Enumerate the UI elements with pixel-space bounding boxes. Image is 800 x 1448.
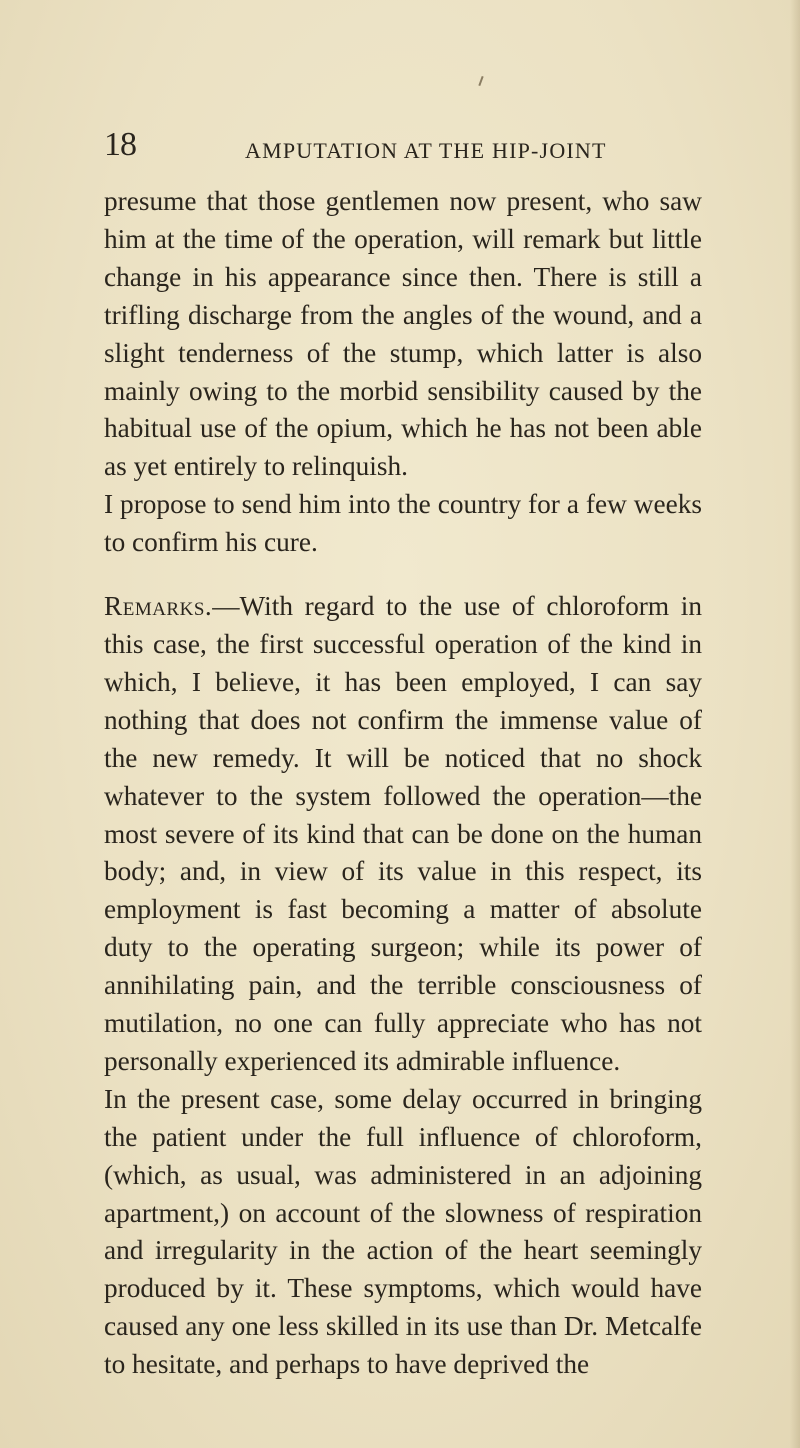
paragraph-spacer	[104, 562, 702, 588]
paragraph-4: In the present case, some delay occurred in bringing the patient under the full influence of chloroform, (which, as usual, was administered in an adjoining apartment,) on account of the slowness of respiration and irregularity in the action of the heart seemingly produced by it. These symptoms, which would have caused any one less skilled in its use than Dr. Metcalfe to hesitate, and perhaps to have deprived the	[104, 1083, 702, 1380]
paragraph-3	[104, 588, 702, 1081]
page-number: 18	[104, 126, 136, 163]
paragraph-3-text: —With regard to the use of chloroform in this case, the first successful operation of the kind in which, I believe, it has been employed, I can say nothing that does not confirm the immense value of the new remedy. It will be noticed that no shock whatever to the system followed the operation—the most severe of its kind that can be done on the human body; and, in view of its value in this respect, its employment is fast becoming a matter of absolute duty to the operating surgeon; while its power of annihilating pain, and the terrible consciousness of mutilation, no one can fully appreciate who has not personally experienced its admirable influence.	[104, 591, 702, 1076]
running-head: AMPUTATION AT THE HIP-JOINT	[245, 138, 607, 163]
paragraph-1: presume that those gentlemen now present, who saw him at the time of the operation, will remark but little change in his appearance since then. There is still a trifling discharge from the angles of the wound, and a slight tenderness of the stump, which latter is also mainly owing to the morbid sensibility caused by the habitual use of the opium, which he has not been able as yet entirely to relinquish.	[104, 186, 702, 482]
body-text	[104, 183, 702, 1384]
paragraph-2: I propose to send him into the country for a few weeks to confirm his cure.	[104, 489, 702, 558]
page-edge-shadow	[790, 0, 800, 1448]
page-header	[0, 0, 800, 170]
remarks-heading: Remarks.	[104, 591, 213, 622]
